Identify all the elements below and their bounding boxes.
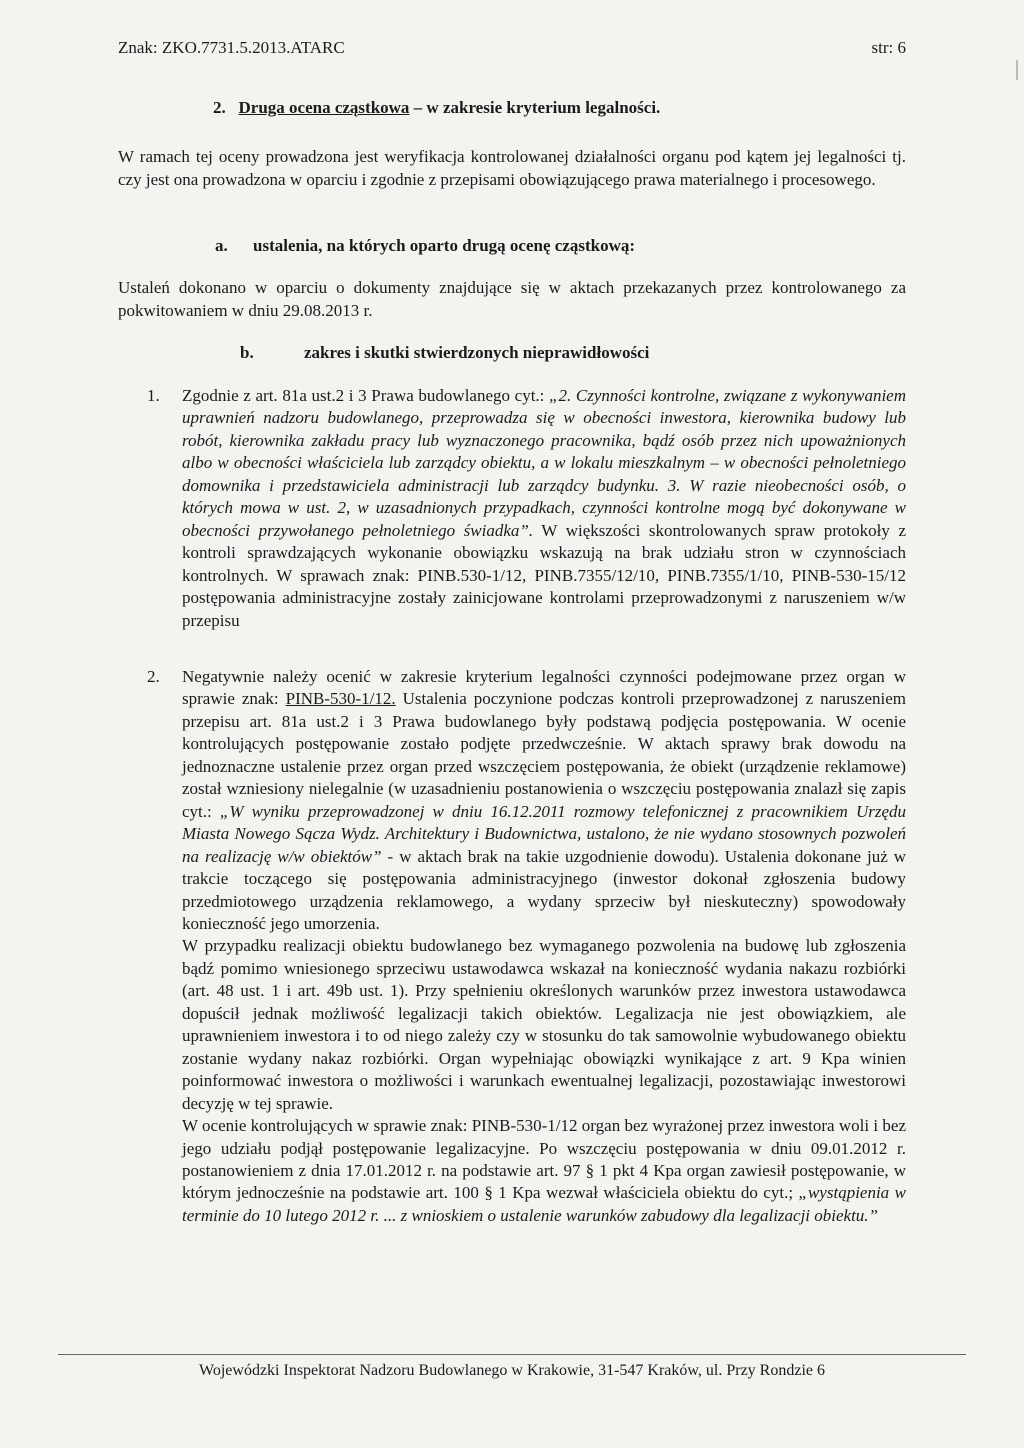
- subheading-b-label: b.: [240, 343, 254, 362]
- page-number: str: 6: [871, 38, 906, 57]
- list-item-body: [182, 385, 906, 632]
- section-title-underlined: Druga ocena cząstkowa: [238, 98, 410, 117]
- section-number: 2.: [213, 98, 226, 117]
- case-reference: Znak: ZKO.7731.5.2013.ATARC: [118, 38, 345, 57]
- item2-p1-end: - w aktach brak na takie uzgodnienie dowodu). Ustalenia dokonane już w trakcie toczącego się postępowania administracyjnego (inwestor dokonał zgłoszenia budowy przedmiotowego urządzenia reklamowego, a wydany sprzeciw był nieskuteczny) spowodowały konieczność jego umorzenia.: [182, 846, 906, 933]
- list-item: [147, 385, 906, 632]
- list-item: [147, 666, 906, 1227]
- item1-intro: Zgodnie z art. 81a ust.2 i 3 Prawa budowlanego cyt.:: [182, 386, 550, 405]
- item2-p1-intro: Negatywnie należy ocenić w zakresie kryterium legalności czynności podejmowane przez organ w sprawie znak:: [182, 667, 906, 709]
- section-heading: [213, 98, 660, 118]
- subheading-a-title: ustalenia, na których oparto drugą ocenę cząstkową:: [253, 236, 636, 255]
- item2-paragraph-3: [182, 1115, 906, 1227]
- page-header: [118, 38, 906, 58]
- list-item-number: 1.: [147, 386, 160, 405]
- item2-paragraph-2: W przypadku realizacji obiektu budowlanego bez wymaganego pozwolenia na budowę lub zgłoszenia bądź pomimo wniesionego sprzeciwu ustawodawca wskazał na konieczność wydania nakazu rozbiórki (art. 48 ust. 1 i art. 49b ust. 1). Przy spełnieniu określonych warunków przez inwestora ustawodawca dopuścił jednak możliwość legalizacji takich obiektów. Legalizacja nie jest obowiązkiem, ale uprawnieniem inwestora i to od niego zależy czy w stosunku do tak samowolnie wybudowanego obiektu zostanie wydany nakaz rozbiórki. Organ wypełniając obowiązki wynikające z art. 9 Kpa winien poinformować inwestora o możliwości i warunkach ewentualnej legalizacji, pozostawiając inwestorowi decyzję w tej sprawie.: [182, 936, 906, 1113]
- subheading-b-title: zakres i skutki stwierdzonych nieprawidłowości: [304, 343, 650, 362]
- subheading-b: [240, 343, 649, 363]
- subheading-a: [215, 236, 635, 256]
- findings-paragraph: Ustaleń dokonano w oparciu o dokumenty znajdujące się w aktach przekazanych przez kontrolowanego za pokwitowaniem w dniu 29.08.2013 r.: [118, 278, 906, 320]
- item1-conclusion: W większości skontrolowanych spraw protokoły z kontroli sprawdzających wykonanie obowiązku wskazują na brak udziału stron w czynnościach kontrolnych. W sprawach znak: PINB.530-1/12, PINB.7355/12/10, PINB.7355/1/10, PINB-530-15/12 postępowania administracyjne zostały zainicjowane kontrolami przeprowadzonymi z naruszeniem w/w przepisu: [182, 520, 906, 630]
- case-sign: PINB-530-1/12.: [285, 689, 396, 709]
- item2-p3-quote: „wystąpienia w terminie do 10 lutego 2012 r. ... z wnioskiem o ustalenie warunków zabudowy dla legalizacji obiektu.”: [182, 1183, 906, 1225]
- item2-p1-quote: „W wyniku przeprowadzonej w dniu 16.12.2011 rozmowy telefonicznej z pracownikiem Urzędu Miasta Nowego Sącza Wydz. Architektury i Budownictwa, ustalono, że nie wydano stosownych pozwoleń na realizację w/w obiektów”: [182, 801, 906, 866]
- item2-p3-intro: W ocenie kontrolujących w sprawie znak: PINB-530-1/12 organ bez wyrażonej przez inwestora woli i bez jego udziału podjął postępowanie legalizacyjne. Po wszczęciu postępowania w dniu 09.01.2012 r. postanowieniem z dnia 17.01.2012 r. na podstawie art. 97 § 1 pkt 4 Kpa organ zawiesił postępowanie, w którym jednocześnie na podstawie art. 100 § 1 Kpa wezwał właściciela obiektu do cyt.;: [182, 1116, 906, 1203]
- item2-p1-middle: Ustalenia poczynione podczas kontroli przeprowadzonej z naruszeniem przepisu art. 81a ust.2 i 3 Prawa budowlanego były podstawą podjęcia postępowania. W ocenie kontrolujących postępowanie zostało podjęte przedwcześnie. W aktach sprawy brak dowodu na jednoznaczne ustalenie przez organ przed wszczęciem postępowania, że obiekt (urządzenie reklamowe) został wzniesiony nielegalnie (w uzasadnieniu postanowienia o wszczęciu postępowania znalazł się zapis cyt.:: [182, 689, 907, 821]
- page-footer: Wojewódzki Inspektorat Nadzoru Budowlanego w Krakowie, 31-547 Kraków, ul. Przy Rondzie 6: [199, 1362, 825, 1379]
- subheading-a-label: a.: [215, 236, 228, 255]
- footer-divider: [58, 1354, 966, 1355]
- intro-paragraph: W ramach tej oceny prowadzona jest weryfikacja kontrolowanej działalności organu pod kątem jej legalności tj. czy jest ona prowadzona w oparciu i zgodnie z przepisami obowiązującego prawa materialnego i procesowego.: [118, 147, 906, 189]
- list-item-body: [182, 666, 906, 1227]
- section-title-rest: – w zakresie kryterium legalności.: [409, 98, 661, 117]
- item1-quote: „2. Czynności kontrolne, związane z wykonywaniem uprawnień nadzoru budowlanego, przeprowadza się w obecności inwestora, kierownika budowy lub robót, kierownika zakładu pracy lub wyznaczonego pracownika, bądź osób przez nich upoważnionych albo w obecności właściciela lub zarządcy obiektu, a w lokalu mieszkalnym – w obecności pełnoletniego domownika i przedstawiciela administracji lub zarządcy budynku. 3. W razie nieobecności osób, o których mowa w ust. 2, w uzasadnionych przypadkach, czynności kontrolne mogą być dokonywane w obecności przywołanego pełnoletniego świadka”.: [182, 386, 906, 540]
- list-item-number: 2.: [147, 667, 160, 686]
- item2-paragraph-1: [182, 666, 906, 935]
- scan-artifact: [1016, 60, 1018, 80]
